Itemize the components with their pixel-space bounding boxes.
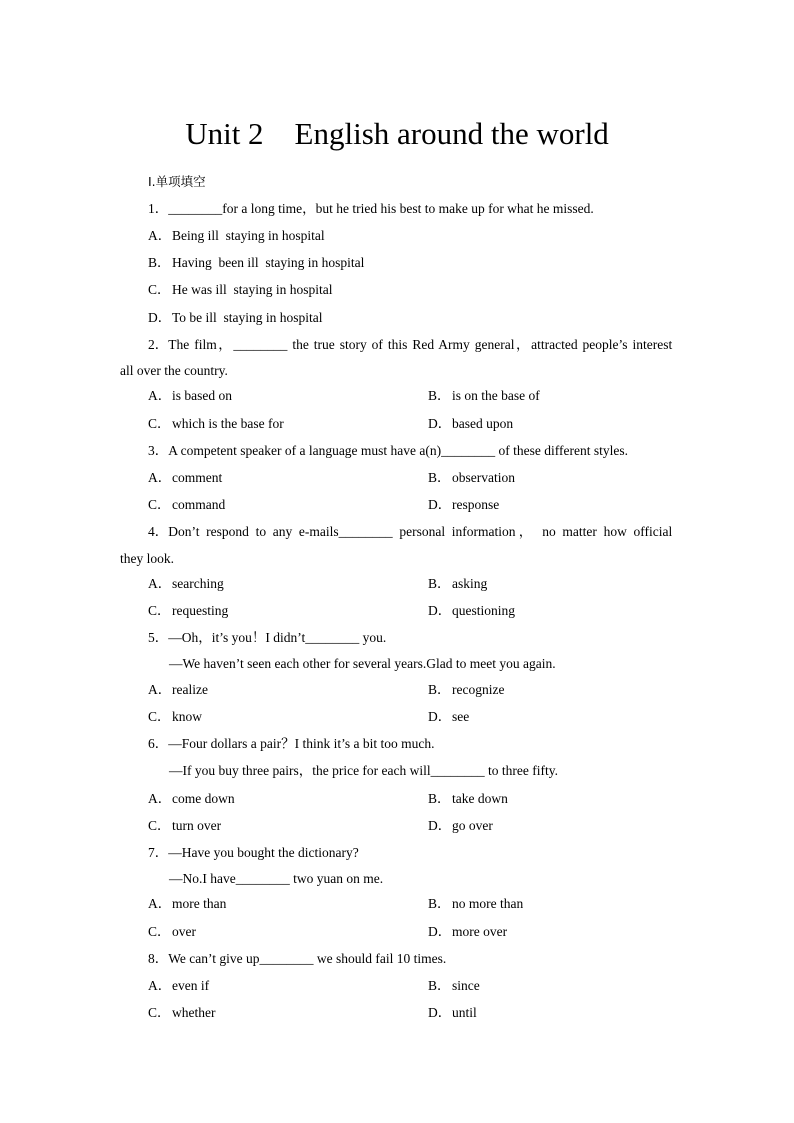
option-text: questioning	[452, 603, 515, 618]
option-text: Being ill staying in hospital	[172, 228, 325, 243]
option-text: over	[172, 924, 196, 939]
option-text: recognize	[452, 682, 505, 697]
question-stem	[148, 735, 434, 753]
option-label: D．	[428, 497, 452, 512]
question-text: —We haven’t seen each other for several years.Glad to meet you again.	[169, 656, 556, 671]
question-stem	[148, 442, 628, 460]
question-number: 8．	[148, 951, 169, 966]
question-stem-continued	[120, 362, 228, 380]
question-text: We can’t give up________ we should fail 10 times.	[168, 951, 447, 966]
option-text: based upon	[452, 416, 514, 431]
option-label: D．	[428, 603, 452, 618]
option-text: realize	[172, 682, 208, 697]
answer-option	[148, 1004, 215, 1022]
answer-option	[148, 254, 364, 272]
answer-option	[148, 469, 222, 487]
question-text: —Oh，it’s you！I didn’t________ you.	[168, 630, 387, 645]
question-text: —Four dollars a pair？I think it’s a bit too much.	[168, 736, 435, 751]
page-title: Unit 2 English around the world	[185, 116, 609, 151]
question-stem-continued	[169, 870, 383, 888]
option-label: C．	[148, 709, 171, 724]
option-text: even if	[172, 978, 210, 993]
option-text: Having been ill staying in hospital	[172, 255, 365, 270]
question-number: 2．	[148, 337, 169, 352]
answer-option	[148, 923, 196, 941]
answer-option	[148, 817, 221, 835]
option-text: more than	[172, 896, 227, 911]
question-number: 4．	[148, 524, 169, 539]
question-number: 3．	[148, 443, 169, 458]
option-label: D．	[428, 709, 452, 724]
option-text: since	[452, 978, 480, 993]
option-text: know	[172, 709, 202, 724]
option-label: C．	[148, 818, 171, 833]
option-label: D．	[428, 924, 452, 939]
option-text: is based on	[172, 388, 232, 403]
option-label: D．	[148, 310, 172, 325]
answer-option	[428, 977, 480, 995]
option-text: see	[452, 709, 470, 724]
option-text: is on the base of	[452, 388, 540, 403]
answer-option	[148, 281, 332, 299]
answer-option	[428, 923, 507, 941]
question-stem	[148, 844, 359, 862]
answer-option	[428, 602, 515, 620]
option-text: searching	[172, 576, 224, 591]
option-label: B．	[428, 470, 451, 485]
option-label: D．	[428, 818, 452, 833]
option-text: come down	[172, 791, 235, 806]
section-heading: Ⅰ.单项填空	[148, 174, 206, 189]
option-text: until	[452, 1005, 477, 1020]
option-text: asking	[452, 576, 488, 591]
answer-option	[428, 496, 499, 514]
option-text: whether	[172, 1005, 216, 1020]
answer-option	[428, 895, 523, 913]
option-label: C．	[148, 603, 171, 618]
answer-option	[428, 387, 540, 405]
question-stem	[148, 950, 446, 968]
answer-option	[428, 575, 487, 593]
option-label: A．	[148, 682, 172, 697]
answer-option	[428, 817, 493, 835]
question-stem	[148, 523, 672, 541]
option-label: A．	[148, 978, 172, 993]
answer-option	[428, 708, 469, 726]
option-text: He was ill staying in hospital	[172, 282, 333, 297]
question-number: 1．	[148, 201, 169, 216]
option-label: B．	[428, 896, 451, 911]
option-label: C．	[148, 1005, 171, 1020]
option-label: B．	[428, 682, 451, 697]
option-label: B．	[428, 388, 451, 403]
option-label: B．	[148, 255, 171, 270]
question-stem-continued	[169, 655, 556, 673]
question-number: 7．	[148, 845, 169, 860]
option-text: turn over	[172, 818, 222, 833]
option-text: comment	[172, 470, 223, 485]
option-label: A．	[148, 228, 172, 243]
question-text: all over the country.	[120, 363, 228, 378]
option-label: C．	[148, 497, 171, 512]
question-number: 6．	[148, 736, 169, 751]
option-label: A．	[148, 576, 172, 591]
answer-option	[148, 387, 232, 405]
option-label: A．	[148, 470, 172, 485]
answer-option	[148, 895, 226, 913]
option-label: B．	[428, 576, 451, 591]
option-text: go over	[452, 818, 493, 833]
option-label: B．	[428, 791, 451, 806]
answer-option	[428, 1004, 477, 1022]
option-text: To be ill staying in hospital	[172, 310, 323, 325]
answer-option	[428, 415, 513, 433]
question-text: —Have you bought the dictionary?	[168, 845, 359, 860]
option-text: response	[452, 497, 500, 512]
option-text: more over	[452, 924, 508, 939]
option-label: A．	[148, 791, 172, 806]
question-text: —No.I have________ two yuan on me.	[169, 871, 384, 886]
answer-option	[148, 681, 208, 699]
answer-option	[428, 681, 504, 699]
option-text: observation	[452, 470, 515, 485]
option-label: B．	[428, 978, 451, 993]
option-text: take down	[452, 791, 508, 806]
answer-option	[148, 575, 224, 593]
answer-option	[148, 977, 209, 995]
option-label: D．	[428, 1005, 452, 1020]
answer-option	[148, 309, 323, 327]
question-text: —If you buy three pairs，the price for each will________ to three fifty.	[169, 763, 559, 778]
question-stem	[148, 336, 672, 354]
option-label: D．	[428, 416, 452, 431]
answer-option	[428, 469, 515, 487]
question-stem	[148, 200, 594, 218]
question-text: The film，________ the true story of this Red Army general，attracted people’s interest	[168, 337, 673, 352]
question-stem-continued	[120, 550, 174, 568]
answer-option	[148, 415, 284, 433]
question-stem	[148, 629, 386, 647]
answer-option	[148, 790, 235, 808]
option-label: C．	[148, 416, 171, 431]
question-number: 5．	[148, 630, 169, 645]
answer-option	[148, 708, 202, 726]
option-label: A．	[148, 896, 172, 911]
answer-option	[148, 496, 225, 514]
answer-option	[428, 790, 508, 808]
question-text: they look.	[120, 551, 174, 566]
option-text: which is the base for	[172, 416, 284, 431]
answer-option	[148, 602, 228, 620]
option-text: requesting	[172, 603, 229, 618]
option-label: C．	[148, 924, 171, 939]
question-text: ________for a long time，but he tried his best to make up for what he missed.	[168, 201, 594, 216]
question-text: A competent speaker of a language must have a(n)________ of these different styles.	[168, 443, 628, 458]
option-text: command	[172, 497, 226, 512]
question-text: Don’t respond to any e-mails________ personal information， no matter how official	[168, 524, 673, 539]
question-stem-continued	[169, 762, 558, 780]
option-text: no more than	[452, 896, 524, 911]
answer-option	[148, 227, 325, 245]
option-label: A．	[148, 388, 172, 403]
option-label: C．	[148, 282, 171, 297]
